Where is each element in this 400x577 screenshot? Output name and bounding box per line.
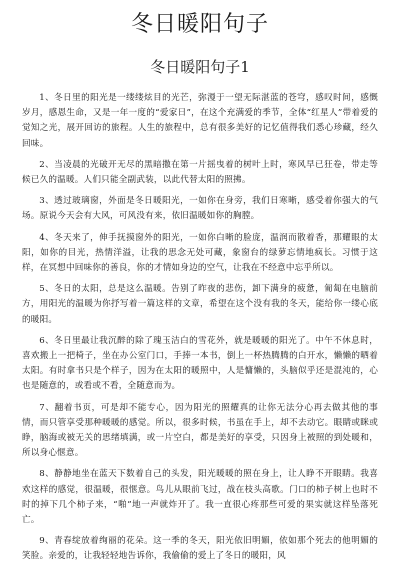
- paragraph-8: 8、静静地坐在蓝天下数着自己的头发，阳光暖暖的照在身上，让人睁不开眼睛。我喜欢这样的感觉，很温暖，很惬意。鸟儿从眼前飞过，战在枝头高歌。门口的柿子树上也时不时的掉下几个柿子来，“啪”地一声就炸开了。我一直很心疼那些可爱的果实就这样坠落死亡。: [22, 469, 378, 526]
- paragraph-1: 1、冬日里的阳光是一缕缕炫目的光芒，弥漫于一望无际湛蓝的苍穹，感叹时间，感慨岁月，感恩生命，又是一年一度的“爱家日”，在这个充满爱的季节，全体“红星人”带着爱的觉知之光，展开回访的旅程。人生的旅程中，总有很多美好的记忆值得我们悉心珍藏，经久回味。: [22, 93, 378, 149]
- paragraph-4: 4、冬天来了，伸手抚摸窗外的阳光，一如你白晰的脸庞，温润而散着香，那耀眼的太阳，如你的目光，热情洋溢，让我的思念无处可藏，象窗台的绿萝忘情地疯长。习惯于这样，在冥想中回味你的善良，你的才情如身边的空气，让我在不经意中忘乎所以。: [22, 232, 378, 274]
- paragraph-9: 9、青春绽放着绚丽的花朵。这一季的冬天，阳光依旧明媚，依如那个死去的他明媚的笑脸。亲爱的，让我轻轻地告诉你，我偷偷的爱上了冬日的暖阳，风: [22, 536, 378, 562]
- document-title: 冬日暖阳句子: [130, 12, 269, 37]
- paragraph-6: 6、冬日里最让我沉醉的除了瑰玉洁白的雪花外，就是暖暖的阳光了。中午不休息时，喜欢搬上一把椅子，坐在办公室门口，手捧一本书，倒上一杯热腾腾的白开水，懒懒的晒着太阳。有时拿书只是个样子，因为在太阳的暖照中，人是慵懒的，头脑似乎还是混沌的，心也是随意的，或看或不看，全随意而为。: [22, 335, 378, 392]
- paragraph-5: 5、冬日的太阳，总是这么温暖。告别了昨夜的悲伤，卸下满身的疲惫，匍匐在电脑前方，用阳光的温暖为你抒写着一篇这样的文章，希望在这个没有我的冬天，能给你一缕心底的暖阳。: [22, 284, 378, 325]
- document-subtitle: 冬日暖阳句子1: [150, 58, 250, 76]
- paragraph-7: 7、翻着书页，可是却不能专心，因为阳光的照耀真的让你无法分心再去做其他的事情，而只管享受那种暖暖的感觉。所以，很多时候，书虽在手上，却不去动它。眼睛或眯或睁，脑海或被无关的思绪填满，或一片空白，都是美好的享受，只因身上被照的到处暖和，所以身心惬意。: [22, 402, 378, 459]
- paragraph-3: 3、透过玻璃窗，外面是冬日暖阳光，一如你在身旁，我们日寒晰，感受着你强大的气场。原说今天会有大风，可风没有来，依旧温暖如你的胸膛。: [22, 196, 378, 222]
- paragraph-2: 2、当凌晨的光破开无尽的黑暗撒在第一片摇曳着的树叶上时，寒风早已狂卷，带走等候已久的温暖。人们只能全副武装，以此代替太阳的照拂。: [22, 159, 378, 186]
